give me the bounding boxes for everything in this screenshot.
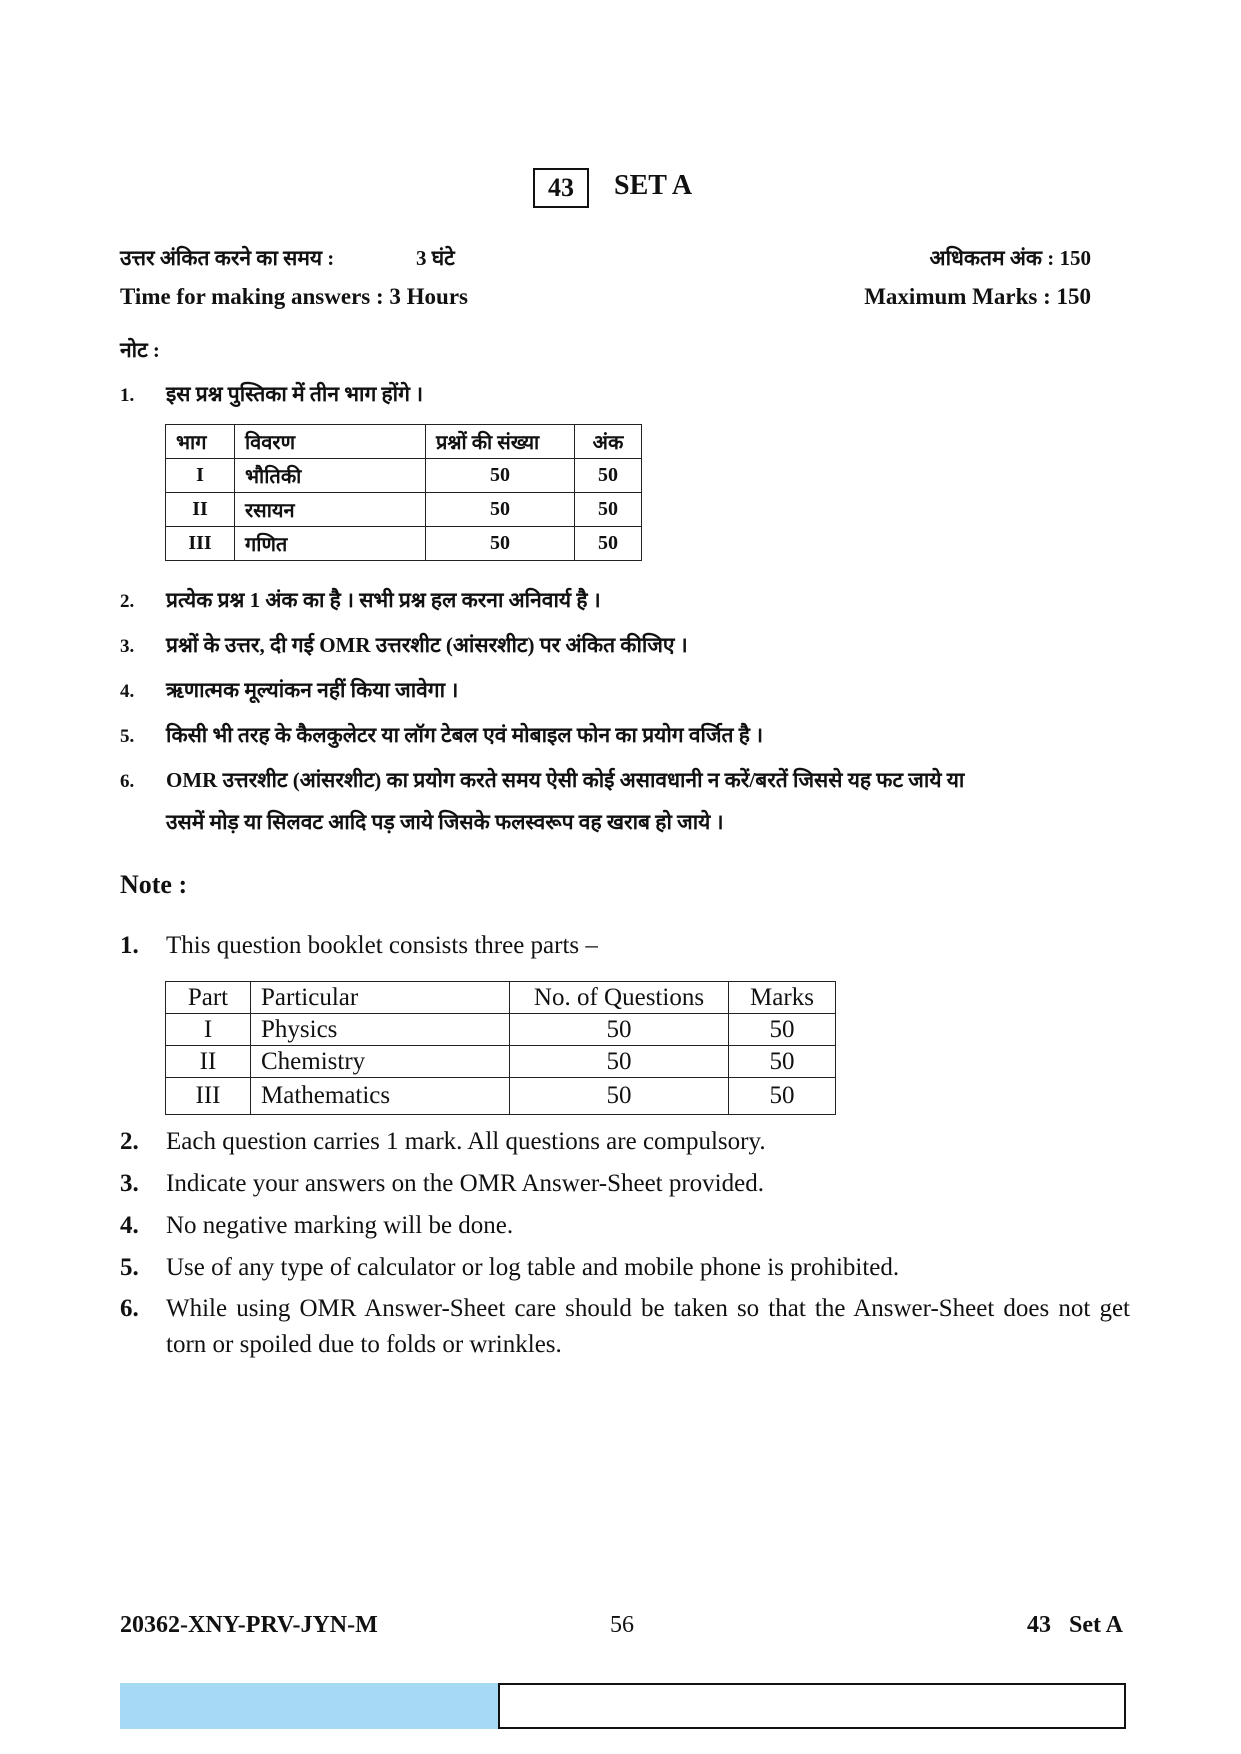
table-header-cell: Part: [166, 982, 251, 1014]
item-number: 1.: [120, 932, 139, 959]
item-text: प्रत्येक प्रश्न 1 अंक का है । सभी प्रश्न हल करना अनिवार्य है ।: [166, 588, 601, 612]
table-row: [166, 1046, 836, 1078]
footer-empty-box: [498, 1683, 1126, 1729]
english-note-heading: Note :: [120, 870, 188, 899]
hindi-time-value: 3 घंटे: [416, 246, 455, 270]
table-cell: 50: [729, 1046, 836, 1078]
item-text: ऋणात्मक मूल्यांकन नहीं किया जावेगा ।: [166, 678, 459, 702]
table-cell: I: [166, 459, 235, 493]
item-text: किसी भी तरह के कैलकुलेटर या लॉग टेबल एवं मोबाइल फोन का प्रयोग वर्जित है ।: [166, 723, 764, 747]
item-text: प्रश्नों के उत्तर, दी गई OMR उत्तरशीट (आंसरशीट) पर अंकित कीजिए ।: [166, 633, 688, 657]
item-text: This question booklet consists three parts –: [166, 932, 598, 959]
table-header-row: [166, 982, 836, 1014]
hindi-note-item: [120, 586, 1080, 614]
item-number: 4.: [120, 1212, 139, 1239]
hindi-max-marks: अधिकतम अंक : 150: [929, 246, 1091, 270]
table-cell: 50: [510, 1046, 729, 1078]
item-text: Indicate your answers on the OMR Answer-Sheet provided.: [166, 1170, 764, 1197]
item-text: OMR उत्तरशीट (आंसरशीट) का प्रयोग करते समय ऐसी कोई असावधानी न करें/बरतें जिससे यह फट जाये या: [166, 768, 965, 792]
table-header-cell: No. of Questions: [510, 982, 729, 1014]
table-cell: III: [166, 1078, 251, 1115]
item-number: 2.: [120, 591, 135, 612]
hindi-parts-table: [165, 424, 642, 561]
table-row: [166, 1014, 836, 1046]
table-cell: 50: [426, 527, 575, 561]
table-row: [166, 493, 642, 527]
table-header-row: [166, 425, 642, 459]
item-text: Use of any type of calculator or log table and mobile phone is prohibited.: [166, 1254, 900, 1281]
table-cell: गणित: [235, 527, 426, 561]
set-title: SET A: [614, 170, 693, 201]
item-number: 1.: [120, 385, 135, 406]
hindi-note-item: [120, 766, 1080, 836]
hindi-note-item: [120, 380, 1080, 408]
english-note-item: [120, 1128, 1130, 1156]
item-number: 3.: [120, 636, 135, 657]
item-text: While using OMR Answer-Sheet care should be taken so that the Answer-Sheet does not get torn or spoiled due to folds or wrinkles.: [166, 1295, 1130, 1358]
hindi-note-item: [120, 631, 1080, 659]
table-cell: रसायन: [235, 493, 426, 527]
english-note-item: [120, 1170, 1130, 1198]
table-cell: III: [166, 527, 235, 561]
set-code-box: [533, 168, 589, 208]
english-time: Time for making answers : 3 Hours: [120, 284, 468, 309]
english-max-marks: Maximum Marks : 150: [864, 284, 1091, 309]
table-cell: 50: [729, 1078, 836, 1115]
english-parts-table: [165, 981, 836, 1115]
table-cell: 50: [510, 1014, 729, 1046]
table-cell: भौतिकी: [235, 459, 426, 493]
table-header-cell: अंक: [575, 425, 642, 459]
hindi-time-label: उत्तर अंकित करने का समय :: [120, 246, 335, 270]
table-cell: 50: [426, 459, 575, 493]
table-cell: Physics: [251, 1014, 510, 1046]
english-note-item: [120, 1212, 1130, 1240]
table-header-cell: Particular: [251, 982, 510, 1014]
footer-blue-bar: [120, 1683, 498, 1729]
english-note-item: [120, 1254, 1130, 1282]
footer-set-label: 43 Set A: [1027, 1612, 1123, 1638]
item-number: 2.: [120, 1128, 139, 1155]
table-cell: 50: [510, 1078, 729, 1115]
item-number: 5.: [120, 726, 135, 747]
table-cell: I: [166, 1014, 251, 1046]
item-text: No negative marking will be done.: [166, 1212, 514, 1239]
table-cell: 50: [426, 493, 575, 527]
table-row: [166, 1078, 836, 1115]
table-cell: 50: [729, 1014, 836, 1046]
page-number: 56: [610, 1612, 634, 1638]
table-cell: Mathematics: [251, 1078, 510, 1115]
hindi-note-item: [120, 721, 1080, 749]
item-number: 6.: [120, 771, 135, 792]
english-note-item: [120, 1291, 1130, 1363]
item-number: 3.: [120, 1170, 139, 1197]
hindi-note-item: [120, 676, 1080, 704]
item-number: 5.: [120, 1254, 139, 1281]
table-row: [166, 459, 642, 493]
table-cell: II: [166, 493, 235, 527]
table-cell: 50: [575, 459, 642, 493]
set-code: 43: [548, 173, 574, 202]
table-cell: II: [166, 1046, 251, 1078]
table-cell: 50: [575, 527, 642, 561]
item-number: 4.: [120, 681, 135, 702]
footer-booklet-code: 20362-XNY-PRV-JYN-M: [120, 1612, 378, 1638]
item-text: इस प्रश्न पुस्तिका में तीन भाग होंगे ।: [166, 382, 424, 406]
table-header-cell: प्रश्नों की संख्या: [426, 425, 575, 459]
table-row: [166, 527, 642, 561]
table-cell: 50: [575, 493, 642, 527]
item-text-continued: उसमें मोड़ या सिलवट आदि पड़ जाये जिसके फलस्वरूप वह खराब हो जाये ।: [166, 810, 724, 834]
hindi-note-heading: नोट :: [120, 338, 160, 362]
table-header-cell: Marks: [729, 982, 836, 1014]
item-number: 6.: [120, 1295, 139, 1322]
table-header-cell: भाग: [166, 425, 235, 459]
item-text: Each question carries 1 mark. All questions are compulsory.: [166, 1128, 766, 1155]
table-cell: Chemistry: [251, 1046, 510, 1078]
english-note-item: [120, 932, 1130, 960]
table-header-cell: विवरण: [235, 425, 426, 459]
